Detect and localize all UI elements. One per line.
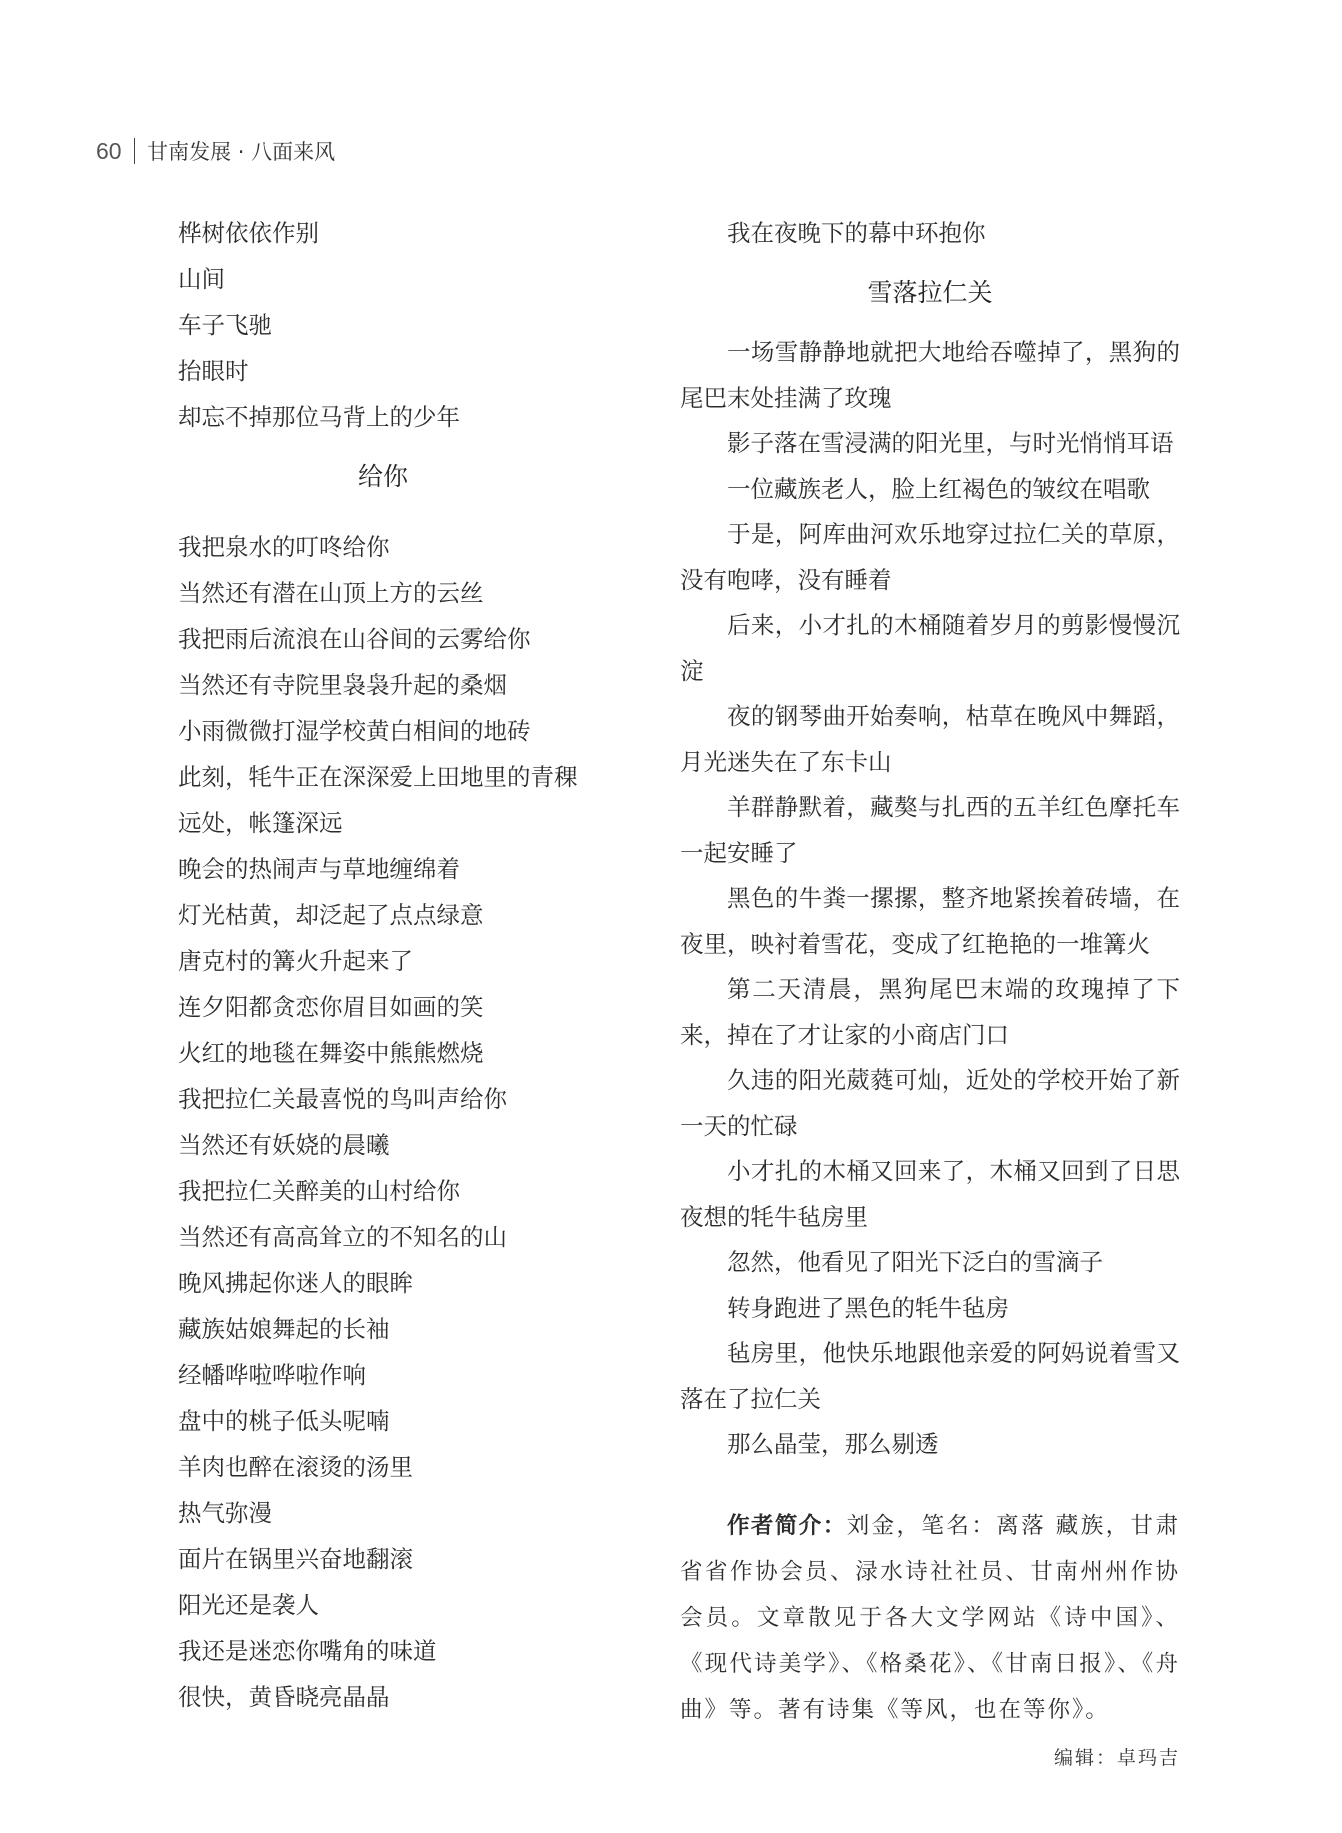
- poem-line: 小雨微微打湿学校黄白相间的地砖: [178, 717, 531, 745]
- prose-paragraph: 后来，小才扎的木桶随着岁月的剪影慢慢沉淀: [680, 611, 1180, 685]
- poem-title-gei-ni: 给你: [357, 462, 408, 491]
- prose-paragraph: 第二天清晨，黑狗尾巴末端的玫瑰掉了下来，掉在了才让家的小商店门口: [680, 975, 1180, 1049]
- prose-paragraph: 忽然，他看见了阳光下泛白的雪滴子: [727, 1248, 1103, 1276]
- poem-line: 我把雨后流浪在山谷间的云雾给你: [178, 625, 531, 653]
- poem-gei-ni-lines: [178, 524, 648, 1720]
- poem-line: 面片在锅里兴奋地翻滚: [178, 1545, 413, 1573]
- prose-paragraph: 一位藏族老人，脸上红褐色的皱纹在唱歌: [727, 474, 1150, 503]
- poem-line: 唐克村的篝火升起来了: [178, 947, 413, 975]
- poem-line: 桦树依依作别: [178, 219, 319, 247]
- poem-line: 当然还有潜在山顶上方的云丝: [178, 579, 484, 607]
- poem-xue-luo-paragraphs: [680, 330, 1180, 1468]
- poem-line: 热气弥漫: [178, 1499, 272, 1527]
- prose-paragraph: 小才扎的木桶又回来了，木桶又回到了日思夜想的牦牛毡房里: [680, 1157, 1180, 1231]
- poem-line: 灯光枯黄，却泛起了点点绿意: [178, 901, 484, 929]
- header-divider: [134, 138, 136, 164]
- poem-line: 晚风拂起你迷人的眼眸: [178, 1269, 413, 1297]
- poem-line: 火红的地毯在舞姿中熊熊燃烧: [178, 1039, 484, 1067]
- poem-line: 却忘不掉那位马背上的少年: [178, 403, 460, 431]
- author-bio: [680, 1503, 1180, 1733]
- left-intro-lines: [178, 210, 648, 440]
- author-bio-label: 作者简介：: [727, 1512, 847, 1539]
- right-intro-line: 我在夜晚下的幕中环抱你: [727, 219, 986, 247]
- poem-line: 阳光还是袭人: [178, 1591, 319, 1619]
- poem-line: 远处，帐篷深远: [178, 809, 343, 837]
- prose-paragraph: 那么晶莹，那么剔透: [727, 1430, 939, 1458]
- poem-line: 车子飞驰: [178, 311, 272, 339]
- page-header: [96, 134, 335, 168]
- prose-paragraph: 于是，阿库曲河欢乐地穿过拉仁关的草原，没有咆哮，没有睡着: [680, 520, 1180, 594]
- poem-title-xue-luo-la-ren-guan: 雪落拉仁关: [867, 278, 993, 307]
- left-column: [178, 210, 648, 1720]
- poem-line: 当然还有高高耸立的不知名的山: [178, 1223, 507, 1251]
- section-title: 甘南发展 · 八面来风: [147, 140, 336, 164]
- right-column: [680, 210, 1180, 1770]
- poem-line: 当然还有妖娆的晨曦: [178, 1131, 390, 1159]
- poem-line: 我把泉水的叮咚给你: [178, 533, 390, 561]
- page-number: 60: [96, 137, 122, 164]
- prose-paragraph: 夜的钢琴曲开始奏响，枯草在晚风中舞蹈，月光迷失在了东卡山: [680, 702, 1180, 776]
- prose-paragraph: 黑色的牛粪一摞摞，整齐地紧挨着砖墙，在夜里，映衬着雪花，变成了红艳艳的一堆篝火: [680, 884, 1180, 958]
- poem-line: 很快，黄昏晓亮晶晶: [178, 1683, 390, 1711]
- poem-line: 我还是迷恋你嘴角的味道: [178, 1637, 437, 1665]
- poem-line: 经幡哗啦哗啦作响: [178, 1361, 366, 1389]
- prose-paragraph: 羊群静默着，藏獒与扎西的五羊红色摩托车一起安睡了: [680, 793, 1180, 867]
- prose-paragraph: 转身跑进了黑色的牦牛毡房: [727, 1293, 1009, 1322]
- poem-line: 羊肉也醉在滚烫的汤里: [178, 1453, 413, 1481]
- prose-paragraph: 影子落在雪浸满的阳光里，与时光悄悄耳语: [727, 429, 1174, 457]
- poem-line: 我把拉仁关最喜悦的鸟叫声给你: [178, 1085, 507, 1113]
- prose-paragraph: 一场雪静静地就把大地给吞噬掉了，黑狗的尾巴末处挂满了玫瑰: [680, 338, 1180, 412]
- poem-line: 山间: [178, 265, 225, 293]
- author-bio-text: 刘金，笔名：离落 藏族，甘肃省省作协会员、渌水诗社社员、甘南州州作协会员。文章散见于各大文学网站《诗中国》、《现代诗美学》、《格桑花》、《甘南日报》、《舟曲》等。著有诗集《等风，也在等你》。: [680, 1512, 1180, 1723]
- poem-line: 抬眼时: [178, 357, 249, 385]
- poem-line: 晚会的热闹声与草地缠绵着: [178, 855, 460, 883]
- prose-paragraph: 毡房里，他快乐地跟他亲爱的阿妈说着雪又落在了拉仁关: [680, 1339, 1180, 1413]
- poem-line: 此刻，牦牛正在深深爱上田地里的青稞: [178, 763, 578, 791]
- prose-paragraph: 久违的阳光葳蕤可灿，近处的学校开始了新一天的忙碌: [680, 1066, 1180, 1140]
- poem-line: 当然还有寺院里袅袅升起的桑烟: [178, 671, 507, 699]
- editor-credit: 编辑：卓玛吉: [1053, 1746, 1180, 1769]
- poem-line: 连夕阳都贪恋你眉目如画的笑: [178, 993, 484, 1021]
- poem-line: 藏族姑娘舞起的长袖: [178, 1315, 390, 1343]
- poem-line: 盘中的桃子低头呢喃: [178, 1407, 390, 1435]
- poem-line: 我把拉仁关醉美的山村给你: [178, 1177, 460, 1205]
